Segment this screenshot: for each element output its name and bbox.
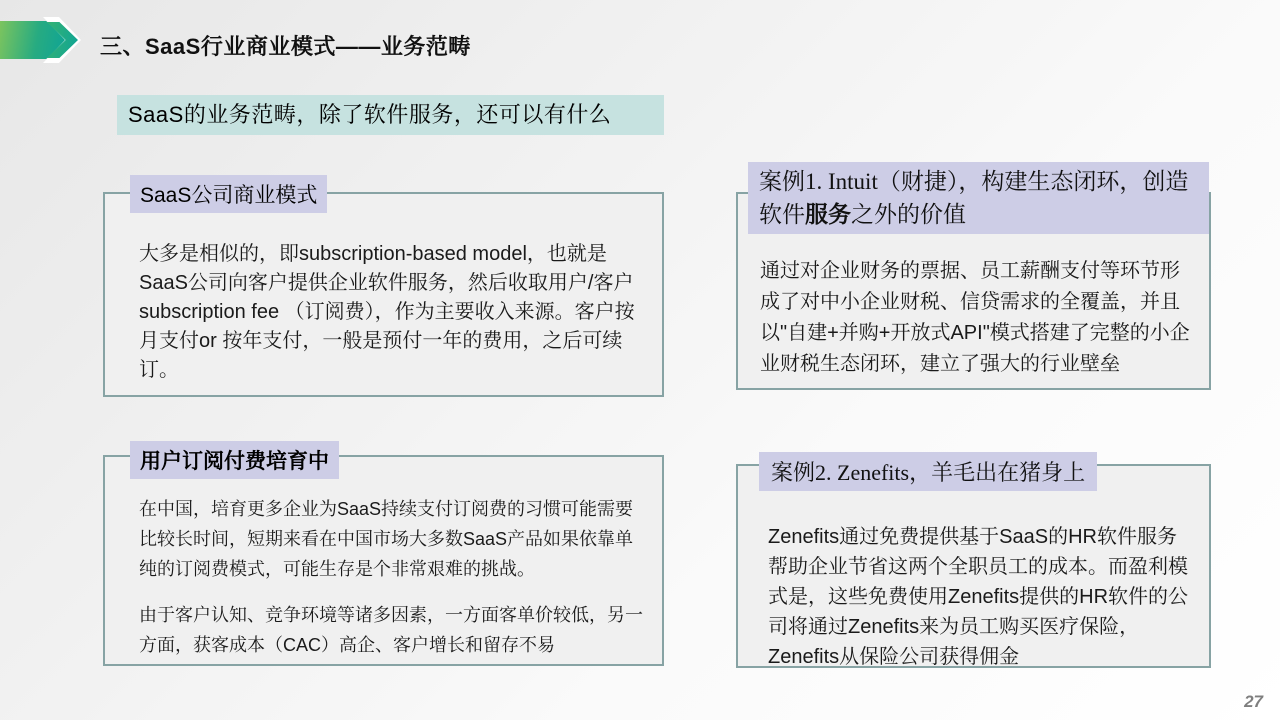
page-number: 27 bbox=[1244, 692, 1263, 711]
case1-header-suffix: 之外的价值 bbox=[851, 202, 966, 227]
case1-header-bold-segment: 服务 bbox=[805, 201, 851, 227]
panel-business-model-body: 大多是相似的，即subscription-based model，也就是SaaS公司向客户提供企业软件服务，然后收取用户/客户subscription fee （订阅费），作为主要收入来源。客户按月支付or 按年支付，一般是预付一年的费用，之后可续订。 bbox=[139, 243, 635, 381]
panel-case1-header bbox=[748, 162, 1209, 234]
panel-subscription-cultivation-header: 用户订阅付费培育中 bbox=[130, 441, 339, 479]
panel-case1-intuit bbox=[736, 169, 1211, 390]
panel-business-model-header: SaaS公司商业模式 bbox=[130, 175, 327, 213]
page-title: 三、SaaS行业商业模式——业务范畴 bbox=[100, 34, 471, 59]
question-banner: SaaS的业务范畴，除了软件服务，还可以有什么 bbox=[117, 95, 664, 135]
panel-case2-header: 案例2. Zenefits，羊毛出在猪身上 bbox=[759, 452, 1097, 491]
panel-subscription-cultivation-body bbox=[105, 457, 662, 660]
panel-case2-zenefits bbox=[736, 460, 1211, 668]
panel-business-model bbox=[103, 184, 664, 397]
subscription-cultivation-paragraph-1: 在中国，培育更多企业为SaaS持续支付订阅费的习惯可能需要比较长时间，短期来看在中国市场大多数SaaS产品如果依靠单纯的订阅费模式，可能生存是个非常艰难的挑战。 bbox=[139, 499, 634, 579]
panel-case2-body: Zenefits通过免费提供基于SaaS的HR软件服务帮助企业节省这两个全职员工的成本。而盈利模式是，这些免费使用Zenefits提供的HR软件的公司将通过Zenefits来为员工购买医疗保险，Zenefits从保险公司获得佣金 bbox=[768, 526, 1189, 668]
subscription-cultivation-paragraph-2: 由于客户认知、竞争环境等诸多因素，一方面客单价较低，另一方面，获客成本（CAC）高企、客户增长和留存不易 bbox=[139, 605, 643, 655]
case1-header-prefix: 案例1. Intuit（财捷），构建生态闭环，创造软件 bbox=[759, 169, 1189, 227]
panel-subscription-cultivation bbox=[103, 450, 664, 666]
panel-case1-body: 通过对企业财务的票据、员工薪酬支付等环节形成了对中小企业财税、信贷需求的全覆盖，并且以"自建+并购+开放式API"模式搭建了完整的小企业财税生态闭环，建立了强大的行业壁垒 bbox=[760, 260, 1190, 375]
